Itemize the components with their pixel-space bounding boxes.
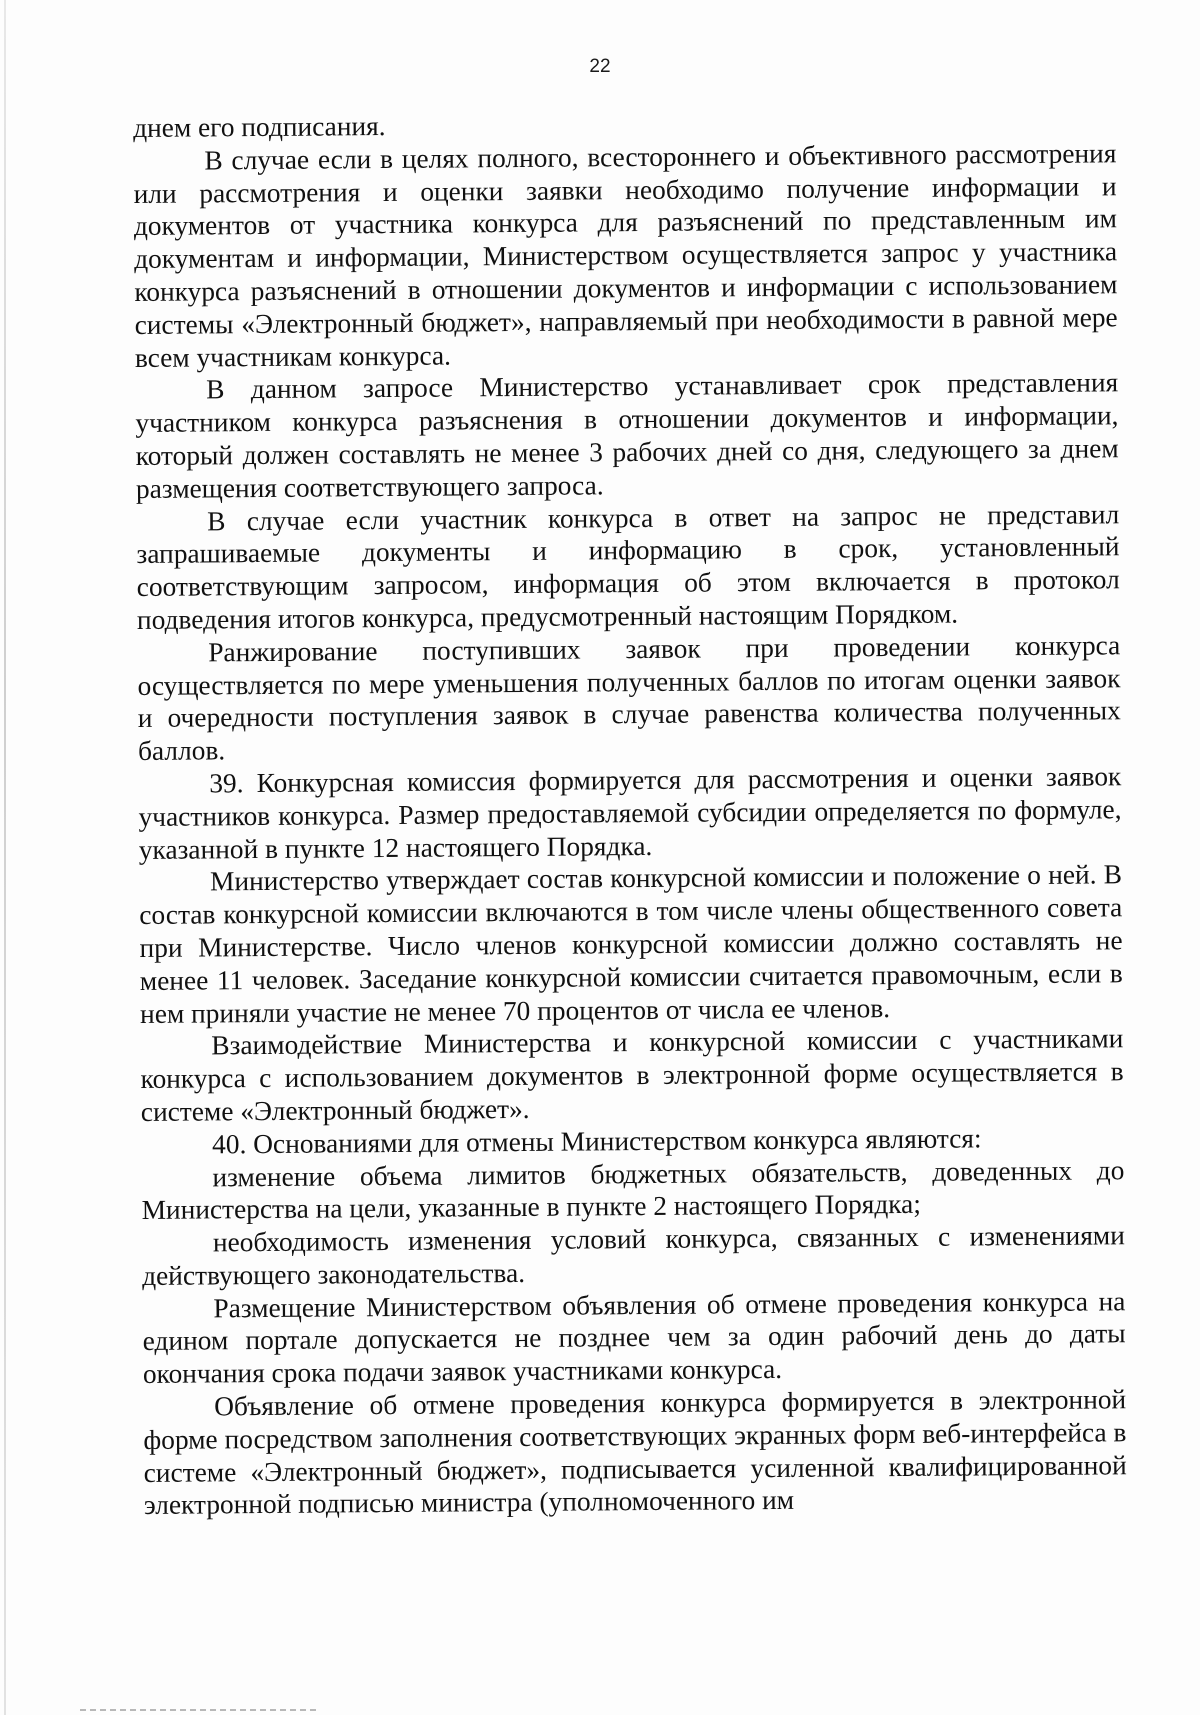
paragraph-ranking: Ранжирование поступивших заявок при проведении конкурса осуществляется по мере уменьшения полученных баллов по итогам оценки заявок и очередности поступления заявок в случае равенства количества полученных баллов. <box>137 630 1121 767</box>
scan-artifact <box>80 1709 320 1711</box>
scan-edge <box>4 0 6 1715</box>
paragraph-continuation: днем его подписания. <box>133 111 386 143</box>
paragraph-item-39: 39. Конкурсная комиссия формируется для рассмотрения и оценки заявок участников конкурса. Размер предоставляемой субсидии определяется по формуле, указанной в пункте 12 настоящего Порядка. <box>138 761 1122 865</box>
paragraph-item-40: 40. Основаниями для отмены Министерством конкурса являются: <box>211 1123 982 1160</box>
paragraph-limits-change: изменение объема лимитов бюджетных обязательств, доведенных до Министерства на цели, указанные в пункте 2 настоящего Порядка; <box>141 1154 1125 1226</box>
paragraph-interaction: Взаимодействие Министерства и конкурсной комиссии с участниками конкурса с использованием документов в электронной форме осуществляется в системе «Электронный бюджет». <box>140 1023 1124 1127</box>
paragraph-no-response: В случае если участник конкурса в ответ на запрос не представил запрашиваемые документы и информацию в срок, установленный соответствующим запросом, информация об этом включается в протокол подведения итогов конкурса, предусмотренный настоящим Порядком. <box>136 498 1120 635</box>
page-number: 22 <box>589 56 611 77</box>
paragraph-commission-composition: Министерство утверждает состав конкурсной комиссии и положение о ней. В состав конкурсной комиссии включаются в том числе члены общественного совета при Министерстве. Число членов конкурсной комиссии должно составлять не менее 11 человек. Заседание конкурсной комиссии считается правомочным, если в нем приняли участие не менее 70 процентов от числа ее членов. <box>139 859 1123 1029</box>
document-body <box>133 104 1127 1522</box>
paragraph-clarification-request: В случае если в целях полного, всестороннего и объективного рассмотрения или рассмотрения и оценки заявки необходимо получение информации и документов от участника конкурса для разъяснений по представленным им документам и информации, Министерством осуществляется запрос у участника конкурса разъяснений в отношении документов и информации с использованием системы «Электронный бюджет», направляемый при необходимости в равной мере всем участникам конкурса. <box>133 138 1118 373</box>
paragraph-cancellation-form: Объявление об отмене проведения конкурса формируется в электронной форме посредством заполнения соответствующих экранных форм веб-интерфейса в системе «Электронный бюджет», подписывается усиленной квалифицированной электронной подписью министра (уполномоченного им <box>143 1384 1127 1521</box>
paragraph-request-deadline: В данном запросе Министерство устанавливает срок представления участником конкурса разъяснения в отношении документов и информации, который должен составлять не менее 3 рабочих дней со дня, следующего за днем размещения соответствующего запроса. <box>135 367 1119 504</box>
paragraph-legislation-change: необходимость изменения условий конкурса, связанных с изменениями действующего законодательства. <box>142 1220 1125 1291</box>
paragraph-cancellation-posting: Размещение Министерством объявления об отмене проведения конкурса на едином портале допускается не позднее чем за один рабочий день до даты окончания срока подачи заявок участниками конкурса. <box>142 1285 1126 1390</box>
